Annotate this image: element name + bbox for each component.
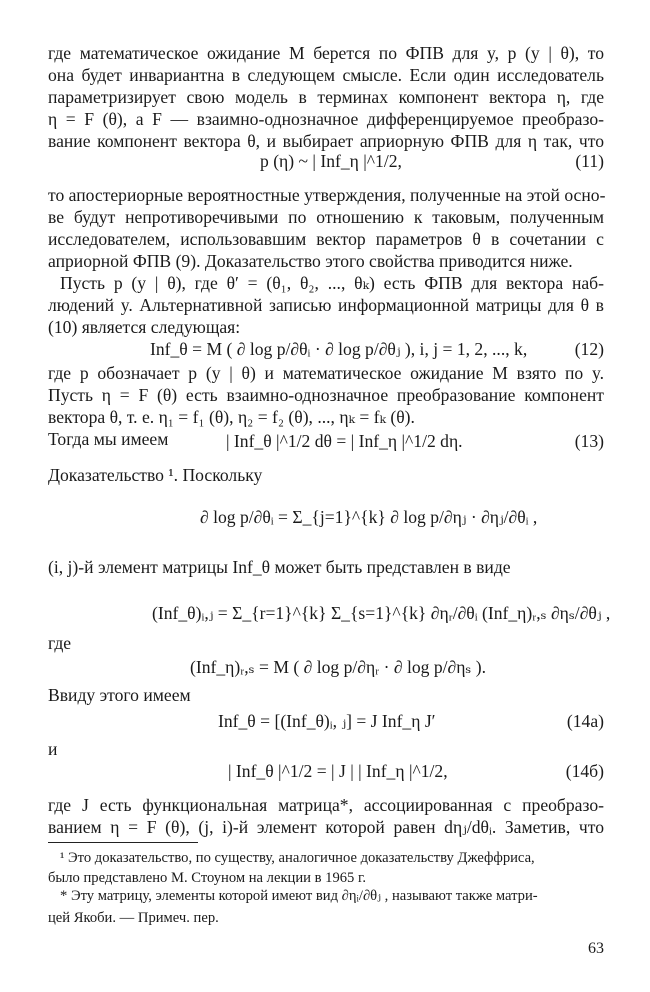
text-line-22: где J есть функциональная матрица*, ассоциированная с преобразо- (48, 795, 604, 815)
equation-number-12: (12) (574, 339, 604, 359)
text-line-19: где (48, 633, 72, 653)
text-line-15: вектора θ, т. е. η₁ = f₁ (θ), η₂ = f₂ (θ), ..., ηₖ = fₖ (θ). (48, 407, 415, 427)
text-line-4: η = F (θ), а F — взаимно-однозначное дифференцируемое преобразо- (48, 109, 604, 129)
text-line-21: и (48, 739, 58, 759)
equation-14b: | Inf_θ |^1/2 = | J | | Inf_η |^1/2, (228, 761, 448, 781)
text-line-13: где p обозначает p (y | θ) и математическое ожидание M взято по y. (48, 363, 604, 383)
footnote-1-line-1: ¹ Это доказательство, по существу, аналогичное доказательству Джеффриса, (60, 850, 535, 866)
equation-12: Inf_θ = M ( ∂ log p/∂θᵢ · ∂ log p/∂θⱼ ), i, j = 1, 2, ..., k, (150, 339, 528, 359)
footnote-rule (48, 842, 198, 843)
text-line-14: Пусть η = F (θ) есть взаимно-однозначное преобразование компонент (48, 385, 604, 405)
footnote-1-line-2: было представлено М. Стоуном на лекции в 1965 г. (48, 870, 366, 886)
text-line-5: вание компонент вектора θ, и выбирает априорную ФПВ для η так, что (48, 131, 604, 151)
page-number: 63 (588, 940, 604, 957)
equation-number-14a: (14а) (566, 711, 604, 731)
text-line-8: исследователем, использовавшим вектор параметров θ в сочетании с (48, 229, 604, 249)
equation-inf-eta: (Inf_η)ᵣ,ₛ = M ( ∂ log p/∂ηᵣ · ∂ log p/∂ηₛ ). (190, 657, 486, 677)
text-line-10: Пусть p (y | θ), где θ′ = (θ₁, θ₂, ..., θₖ) есть ФПВ для вектора наб- (60, 273, 604, 293)
text-line-23: ванием η = F (θ), (j, i)-й элемент которой равен dηⱼ/dθᵢ. Заметив, что (48, 817, 604, 837)
footnote-2-line-1: * Эту матрицу, элементы которой имеют вид ∂ηᵢ/∂θⱼ , называют также матри- (60, 888, 538, 904)
equation-number-11: (11) (575, 151, 604, 171)
text-line-6: то апостериорные вероятностные утверждения, полученные на этой осно- (48, 185, 606, 205)
text-line-12: (10) является следующая: (48, 317, 241, 337)
text-line-7: ве будут непротиворечивыми по отношению к таковым, полученным (48, 207, 604, 227)
text-line-20: Ввиду этого имеем (48, 685, 191, 705)
equation-number-13: (13) (574, 431, 604, 451)
text-line-16: Тогда мы имеем (48, 429, 169, 449)
equation-element: (Inf_θ)ᵢ,ⱼ = Σ_{r=1}^{k} Σ_{s=1}^{k} ∂ηᵣ/∂θᵢ (Inf_η)ᵣ,ₛ ∂ηₛ/∂θⱼ , (152, 603, 611, 623)
text-line-2: она будет инвариантна в следующем смысле. Если один исследователь (48, 65, 604, 85)
equation-13: | Inf_θ |^1/2 dθ = | Inf_η |^1/2 dη. (226, 431, 463, 451)
equation-number-14b: (14б) (565, 761, 604, 781)
text-line-9: априорной ФПВ (9). Доказательство этого свойства приводится ниже. (48, 251, 573, 271)
text-line-1: где математическое ожидание M берется по ФПВ для y, p (y | θ), то (48, 43, 604, 63)
equation-11: p (η) ~ | Inf_η |^1/2, (260, 151, 402, 171)
footnote-2-line-2: цей Якоби. — Примеч. пер. (48, 910, 219, 926)
text-line-3: параметризирует свою модель в терминах компонент вектора η, где (48, 87, 604, 107)
text-line-18: (i, j)-й элемент матрицы Inf_θ может быть представлен в виде (48, 557, 511, 577)
text-line-11: людений y. Альтернативной записью информационной матрицы для θ в (48, 295, 604, 315)
text-line-17: Доказательство ¹. Поскольку (48, 465, 263, 485)
equation-14a: Inf_θ = [(Inf_θ)ᵢ, ⱼ] = J Inf_η J′ (218, 711, 436, 731)
equation-derivative: ∂ log p/∂θᵢ = Σ_{j=1}^{k} ∂ log p/∂ηⱼ · ∂ηⱼ/∂θᵢ , (200, 507, 538, 527)
